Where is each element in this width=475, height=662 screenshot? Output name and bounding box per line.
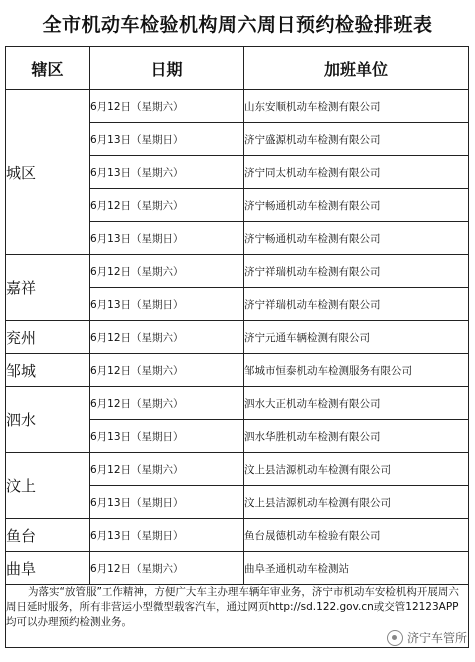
- table-row: [6, 321, 469, 354]
- unit-cell: 济宁祥瑞机动车检测有限公司: [244, 288, 469, 321]
- date-cell: 6月12日（星期六）: [90, 189, 244, 222]
- unit-cell: 济宁同太机动车检测有限公司: [244, 156, 469, 189]
- schedule-body: [6, 90, 469, 585]
- unit-cell: 济宁盛源机动车检测有限公司: [244, 123, 469, 156]
- table-row: [6, 453, 469, 486]
- district-cell: 邹城: [6, 354, 90, 387]
- unit-cell: 泗水华胜机动车检测有限公司: [244, 420, 469, 453]
- district-cell: 嘉祥: [6, 255, 90, 321]
- district-cell: 泗水: [6, 387, 90, 453]
- date-cell: 6月13日（星期日）: [90, 288, 244, 321]
- unit-cell: 济宁畅通机动车检测有限公司: [244, 222, 469, 255]
- date-cell: 6月12日（星期六）: [90, 453, 244, 486]
- district-cell: 鱼台: [6, 519, 90, 552]
- date-cell: 6月12日（星期六）: [90, 90, 244, 123]
- header-date: 日期: [90, 47, 244, 90]
- unit-cell: 邹城市恒泰机动车检测服务有限公司: [244, 354, 469, 387]
- date-cell: 6月13日（星期六）: [90, 156, 244, 189]
- header-district: 辖区: [6, 47, 90, 90]
- table-row: [6, 90, 469, 123]
- unit-cell: 鱼台晟德机动车检验有限公司: [244, 519, 469, 552]
- date-cell: 6月13日（星期日）: [90, 486, 244, 519]
- unit-cell: 济宁祥瑞机动车检测有限公司: [244, 255, 469, 288]
- table-row: [6, 387, 469, 420]
- district-cell: 汶上: [6, 453, 90, 519]
- watermark-text: 济宁车管所: [406, 631, 467, 645]
- date-cell: 6月12日（星期六）: [90, 255, 244, 288]
- table-row: [6, 552, 469, 585]
- unit-cell: 汶上县洁源机动车检测有限公司: [244, 453, 469, 486]
- date-cell: 6月13日（星期日）: [90, 519, 244, 552]
- header-unit: 加班单位: [244, 47, 469, 90]
- header-row: [6, 47, 469, 90]
- table-row: [6, 354, 469, 387]
- date-cell: 6月12日（星期六）: [90, 387, 244, 420]
- date-cell: 6月12日（星期六）: [90, 354, 244, 387]
- date-cell: 6月13日（星期日）: [90, 222, 244, 255]
- table-row: [6, 255, 469, 288]
- wechat-official-account-icon: [387, 630, 403, 646]
- unit-cell: 泗水大正机动车检测有限公司: [244, 387, 469, 420]
- watermark: [387, 629, 467, 646]
- district-cell: 城区: [6, 90, 90, 255]
- note-text: 为落实“放管服”工作精神，方便广大车主办理车辆年审业务，济宁市机动车安检机构开展周六周日延时服务，所有非营运小型微型载客汽车，通过网页http://sd.122.gov.cn或交管12123APP均可以办理预约检测业务。: [6, 585, 469, 648]
- unit-cell: 山东安顺机动车检测有限公司: [244, 90, 469, 123]
- date-cell: 6月13日（星期日）: [90, 420, 244, 453]
- page-title: 全市机动车检验机构周六周日预约检验排班表: [42, 14, 433, 36]
- unit-cell: 济宁元通车辆检测有限公司: [244, 321, 469, 354]
- unit-cell: 汶上县洁源机动车检测有限公司: [244, 486, 469, 519]
- date-cell: 6月13日（星期日）: [90, 123, 244, 156]
- schedule-table: [5, 46, 469, 648]
- district-cell: 兖州: [6, 321, 90, 354]
- unit-cell: 济宁畅通机动车检测有限公司: [244, 189, 469, 222]
- table-row: [6, 519, 469, 552]
- unit-cell: 曲阜圣通机动车检测站: [244, 552, 469, 585]
- date-cell: 6月12日（星期六）: [90, 552, 244, 585]
- district-cell: 曲阜: [6, 552, 90, 585]
- date-cell: 6月12日（星期六）: [90, 321, 244, 354]
